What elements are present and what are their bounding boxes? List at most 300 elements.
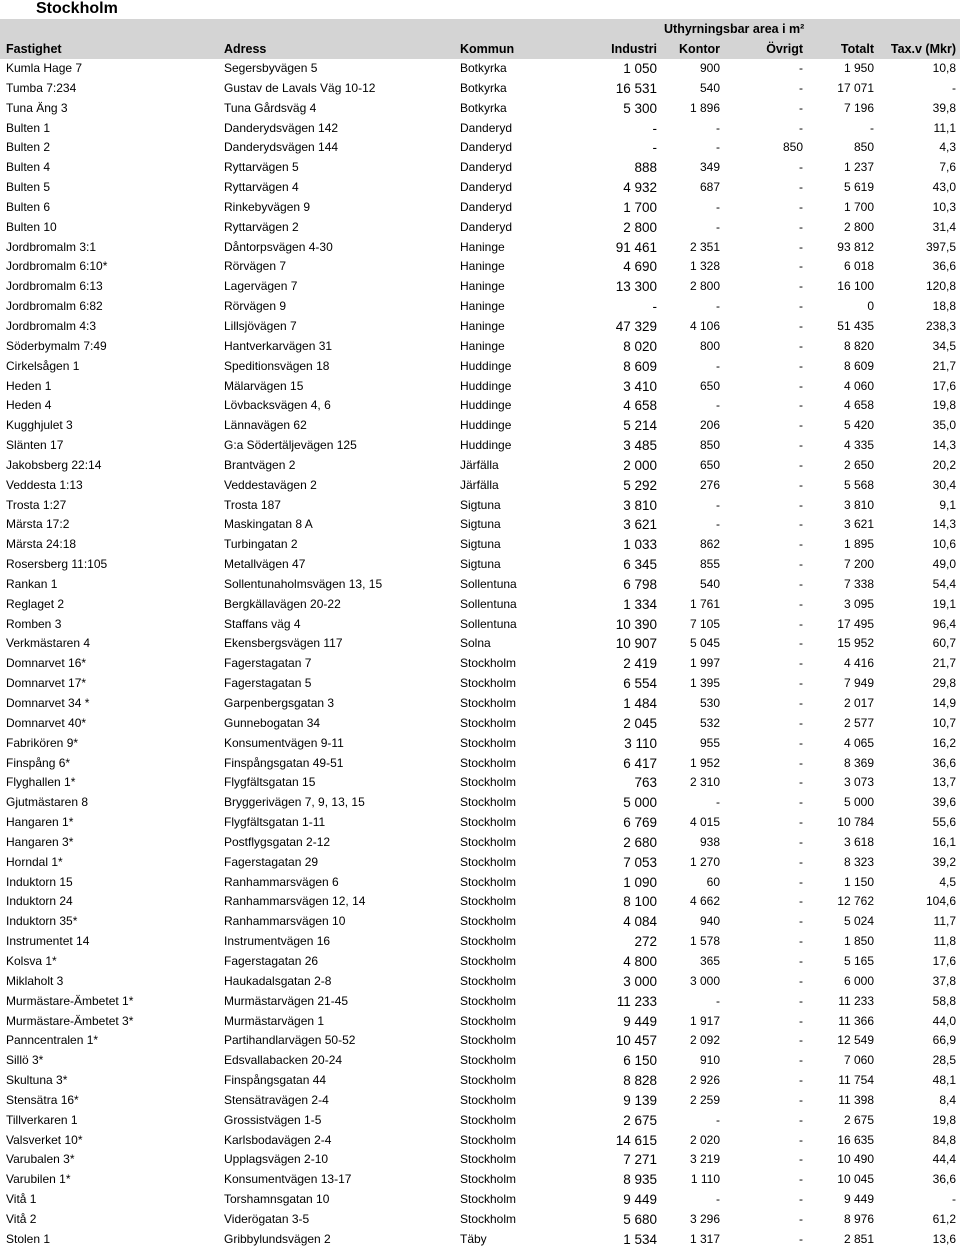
fastighet-cell: Finspång 6* bbox=[6, 755, 71, 770]
ovrigt-cell: - bbox=[799, 656, 803, 671]
adress-cell: Ranhammarsvägen 6 bbox=[224, 874, 339, 889]
kommun-cell: Stockholm bbox=[460, 1132, 517, 1147]
taxv-cell: 4,5 bbox=[939, 874, 956, 889]
industri-cell: 47 329 bbox=[615, 318, 657, 334]
table-row bbox=[0, 734, 960, 754]
fastighet-cell: Induktorn 24 bbox=[6, 894, 73, 909]
kontor-cell: - bbox=[716, 120, 720, 135]
kontor-cell: 1 317 bbox=[689, 1231, 720, 1246]
taxv-cell: 19,1 bbox=[932, 596, 956, 611]
fastighet-cell: Trosta 1:27 bbox=[6, 497, 67, 512]
table-row bbox=[0, 813, 960, 833]
taxv-cell: 11,8 bbox=[933, 934, 956, 949]
fastighet-cell: Skultuna 3* bbox=[6, 1073, 68, 1088]
taxv-cell: 34,5 bbox=[932, 338, 956, 353]
totalt-cell: 7 060 bbox=[843, 1053, 874, 1068]
kontor-cell: 650 bbox=[699, 457, 720, 472]
taxv-cell: 4,3 bbox=[939, 140, 956, 155]
kommun-cell: Stockholm bbox=[460, 1073, 517, 1088]
adress-cell: Ryttarvägen 2 bbox=[224, 219, 299, 234]
ovrigt-cell: - bbox=[799, 715, 803, 730]
totalt-cell: 5 024 bbox=[843, 914, 874, 929]
taxv-cell: 16,1 bbox=[932, 834, 956, 849]
taxv-cell: 60,7 bbox=[932, 636, 956, 651]
totalt-cell: 11 366 bbox=[838, 1013, 874, 1028]
adress-cell: Fagerstagatan 26 bbox=[224, 953, 319, 968]
industri-cell: 13 300 bbox=[615, 279, 657, 295]
fastighet-cell: Gjutmästaren 8 bbox=[6, 795, 89, 810]
fastighet-cell: Jordbromalm 6:13 bbox=[6, 279, 103, 294]
kommun-cell: Stockholm bbox=[460, 676, 517, 691]
table-row bbox=[0, 634, 960, 654]
ovrigt-cell: - bbox=[799, 1172, 803, 1187]
ovrigt-cell: - bbox=[799, 1231, 803, 1246]
fastighet-cell: Jordbromalm 6:82 bbox=[6, 299, 103, 314]
fastighet-cell: Vitå 2 bbox=[6, 1211, 37, 1226]
industri-cell: 9 449 bbox=[623, 1192, 657, 1208]
table-row bbox=[0, 674, 960, 694]
totalt-cell: - bbox=[870, 120, 874, 135]
industri-cell: 9 449 bbox=[623, 1013, 657, 1029]
taxv-cell: 9,1 bbox=[939, 497, 956, 512]
industri-cell: 8 935 bbox=[623, 1172, 657, 1188]
table-row bbox=[0, 892, 960, 912]
fastighet-cell: Tillverkaren 1 bbox=[6, 1112, 78, 1127]
totalt-cell: 3 621 bbox=[843, 517, 874, 532]
totalt-cell: 1 237 bbox=[843, 160, 874, 175]
taxv-cell: 20,2 bbox=[932, 457, 956, 472]
fastighet-cell: Cirkelsågen 1 bbox=[6, 358, 80, 373]
kommun-cell: Stockholm bbox=[460, 874, 517, 889]
totalt-cell: 8 369 bbox=[843, 755, 874, 770]
kommun-cell: Sollentuna bbox=[460, 576, 517, 591]
fastighet-cell: Tumba 7:234 bbox=[6, 80, 77, 95]
ovrigt-cell: - bbox=[799, 1053, 803, 1068]
kontor-cell: 4 106 bbox=[689, 318, 720, 333]
table-row bbox=[0, 575, 960, 595]
industri-cell: 7 053 bbox=[623, 854, 657, 870]
adress-cell: Metallvägen 47 bbox=[224, 557, 306, 572]
industri-cell: 763 bbox=[634, 775, 657, 791]
totalt-cell: 3 618 bbox=[843, 834, 874, 849]
industri-cell: 10 907 bbox=[615, 636, 657, 652]
kommun-cell: Haninge bbox=[460, 239, 505, 254]
fastighet-cell: Stolen 1 bbox=[6, 1231, 51, 1246]
totalt-cell: 2 017 bbox=[843, 696, 874, 710]
taxv-cell: - bbox=[952, 80, 956, 95]
kommun-cell: Botkyrka bbox=[460, 100, 507, 115]
kontor-cell: 1 952 bbox=[689, 755, 720, 770]
taxv-cell: 61,2 bbox=[932, 1211, 956, 1226]
table-row bbox=[0, 515, 960, 535]
column-header-kontor: Kontor bbox=[679, 42, 720, 56]
table-row bbox=[0, 1091, 960, 1111]
totalt-cell: 3 095 bbox=[843, 596, 874, 611]
table-row bbox=[0, 396, 960, 416]
adress-cell: Danderydsvägen 142 bbox=[224, 120, 339, 135]
ovrigt-cell: - bbox=[799, 358, 803, 373]
taxv-cell: 35,0 bbox=[932, 418, 956, 433]
table-row bbox=[0, 198, 960, 218]
taxv-cell: 104,6 bbox=[925, 894, 956, 909]
fastighet-cell: Reglaget 2 bbox=[6, 596, 65, 611]
totalt-cell: 4 658 bbox=[843, 398, 874, 413]
adress-cell: Flygfältsgatan 1-11 bbox=[224, 815, 326, 830]
kontor-cell: - bbox=[716, 517, 720, 532]
kontor-cell: - bbox=[716, 1192, 720, 1207]
adress-cell: Sollentunaholmsvägen 13, 15 bbox=[224, 576, 383, 591]
adress-cell: Murmästarvägen 1 bbox=[224, 1013, 325, 1028]
ovrigt-cell: - bbox=[799, 557, 803, 572]
kommun-cell: Stockholm bbox=[460, 1033, 517, 1048]
fastighet-cell: Sillö 3* bbox=[6, 1053, 44, 1068]
table-row bbox=[0, 277, 960, 297]
adress-cell: Speditionsvägen 18 bbox=[224, 358, 330, 373]
table-row bbox=[0, 337, 960, 357]
adress-cell: Postflygsgatan 2-12 bbox=[224, 834, 331, 849]
adress-cell: Instrumentvägen 16 bbox=[224, 934, 331, 949]
taxv-cell: 10,8 bbox=[932, 61, 956, 75]
kommun-cell: Stockholm bbox=[460, 953, 517, 968]
fastighet-cell: Rankan 1 bbox=[6, 576, 58, 591]
table-body bbox=[0, 59, 960, 1250]
totalt-cell: 6 018 bbox=[843, 259, 874, 274]
fastighet-cell: Slänten 17 bbox=[6, 438, 64, 453]
ovrigt-cell: - bbox=[799, 596, 803, 611]
ovrigt-cell: - bbox=[799, 160, 803, 175]
fastighet-cell: Stensätra 16* bbox=[6, 1092, 79, 1107]
industri-cell: 1 090 bbox=[623, 874, 657, 890]
kontor-cell: 2 926 bbox=[689, 1073, 720, 1088]
column-group-header: Uthyrningsbar area i m² bbox=[664, 22, 805, 36]
fastighet-cell: Murmästare-Ämbetet 1* bbox=[6, 993, 134, 1008]
fastighet-cell: Bulten 4 bbox=[6, 160, 51, 175]
kontor-cell: 1 395 bbox=[689, 676, 720, 691]
ovrigt-cell: - bbox=[799, 1152, 803, 1167]
industri-cell: 3 110 bbox=[624, 735, 657, 751]
industri-cell: - bbox=[652, 299, 657, 315]
totalt-cell: 10 784 bbox=[837, 815, 874, 830]
table-row bbox=[0, 317, 960, 337]
taxv-cell: 13,7 bbox=[932, 775, 956, 790]
industri-cell: 2 419 bbox=[623, 656, 657, 672]
adress-cell: Edsvallabacken 20-24 bbox=[224, 1053, 343, 1068]
adress-cell: Haukadalsgatan 2-8 bbox=[224, 973, 332, 988]
taxv-cell: 7,6 bbox=[939, 160, 956, 175]
ovrigt-cell: - bbox=[799, 120, 803, 135]
adress-cell: Tuna Gårdsväg 4 bbox=[224, 100, 317, 115]
table-row bbox=[0, 833, 960, 853]
table-row bbox=[0, 972, 960, 992]
fastighet-cell: Bulten 1 bbox=[6, 120, 51, 135]
ovrigt-cell: - bbox=[799, 1033, 803, 1048]
industri-cell: 2 800 bbox=[623, 219, 657, 235]
fastighet-cell: Bulten 2 bbox=[6, 140, 51, 155]
taxv-cell: 19,8 bbox=[932, 398, 956, 413]
taxv-cell: 54,4 bbox=[932, 576, 956, 591]
table-row bbox=[0, 1170, 960, 1190]
fastighet-cell: Tuna Äng 3 bbox=[6, 100, 68, 115]
column-header-ovrigt: Övrigt bbox=[766, 42, 803, 56]
ovrigt-cell: - bbox=[799, 1073, 803, 1088]
kontor-cell: 540 bbox=[699, 576, 720, 591]
adress-cell: Fagerstagatan 7 bbox=[224, 656, 312, 671]
column-header-totalt: Totalt bbox=[840, 42, 874, 56]
kommun-cell: Stockholm bbox=[460, 1112, 517, 1127]
column-header-taxv: Tax.v (Mkr) bbox=[890, 42, 956, 56]
fastighet-cell: Romben 3 bbox=[6, 616, 62, 631]
adress-cell: Hantverkarvägen 31 bbox=[224, 338, 333, 353]
kommun-cell: Danderyd bbox=[460, 140, 513, 155]
ovrigt-cell: - bbox=[799, 537, 803, 552]
adress-cell: Staffans väg 4 bbox=[224, 616, 301, 631]
totalt-cell: 4 060 bbox=[843, 378, 874, 393]
ovrigt-cell: - bbox=[799, 477, 803, 492]
totalt-cell: 9 449 bbox=[843, 1192, 874, 1207]
table-row bbox=[0, 1150, 960, 1170]
taxv-cell: 48,1 bbox=[932, 1073, 956, 1088]
kommun-cell: Stockholm bbox=[460, 973, 517, 988]
industri-cell: 1 534 bbox=[623, 1231, 657, 1247]
kommun-cell: Stockholm bbox=[460, 656, 517, 671]
table-row bbox=[0, 158, 960, 178]
ovrigt-cell: - bbox=[799, 1132, 803, 1147]
totalt-cell: 7 200 bbox=[843, 557, 874, 572]
page-title: Stockholm bbox=[36, 0, 118, 17]
taxv-cell: 17,6 bbox=[932, 953, 956, 968]
kontor-cell: - bbox=[716, 993, 720, 1008]
adress-cell: Lagervägen 7 bbox=[224, 279, 298, 294]
fastighet-cell: Bulten 5 bbox=[6, 180, 51, 195]
fastighet-cell: Veddesta 1:13 bbox=[6, 477, 83, 492]
kontor-cell: 2 310 bbox=[689, 775, 720, 790]
fastighet-cell: Heden 1 bbox=[6, 378, 52, 393]
kontor-cell: 862 bbox=[699, 537, 720, 552]
kontor-cell: - bbox=[716, 1112, 720, 1127]
industri-cell: 6 345 bbox=[623, 557, 657, 573]
taxv-cell: 44,0 bbox=[932, 1013, 956, 1028]
totalt-cell: 7 196 bbox=[843, 100, 874, 115]
kontor-cell: 1 896 bbox=[689, 100, 720, 115]
totalt-cell: 5 568 bbox=[843, 477, 874, 492]
table-row bbox=[0, 59, 960, 79]
kommun-cell: Stockholm bbox=[460, 854, 517, 869]
industri-cell: 14 615 bbox=[615, 1132, 657, 1148]
industri-cell: 2 680 bbox=[623, 834, 657, 850]
kommun-cell: Haninge bbox=[460, 338, 505, 353]
totalt-cell: 17 495 bbox=[837, 616, 874, 631]
kommun-cell: Stockholm bbox=[460, 755, 517, 770]
adress-cell: Ryttarvägen 4 bbox=[224, 180, 299, 195]
ovrigt-cell: - bbox=[799, 696, 803, 710]
totalt-cell: 11 754 bbox=[838, 1073, 874, 1088]
fastighet-cell: Kumla Hage 7 bbox=[6, 61, 83, 75]
fastighet-cell: Jordbromalm 3:1 bbox=[6, 239, 97, 254]
kommun-cell: Stockholm bbox=[460, 1013, 517, 1028]
adress-cell: Finspångsgatan 44 bbox=[224, 1073, 327, 1088]
taxv-cell: 14,3 bbox=[932, 517, 956, 532]
table-row bbox=[0, 357, 960, 377]
adress-cell: Ranhammarsvägen 10 bbox=[224, 914, 346, 929]
ovrigt-cell: - bbox=[799, 993, 803, 1008]
totalt-cell: 10 490 bbox=[837, 1152, 874, 1167]
kontor-cell: 3 000 bbox=[689, 973, 720, 988]
industri-cell: - bbox=[652, 140, 657, 156]
industri-cell: 2 045 bbox=[623, 715, 657, 731]
kommun-cell: Sigtuna bbox=[460, 497, 501, 512]
kontor-cell: 910 bbox=[699, 1053, 720, 1068]
totalt-cell: 7 338 bbox=[843, 576, 874, 591]
ovrigt-cell: - bbox=[799, 338, 803, 353]
kontor-cell: 2 092 bbox=[689, 1033, 720, 1048]
totalt-cell: 12 762 bbox=[837, 894, 874, 909]
kommun-cell: Sollentuna bbox=[460, 596, 517, 611]
industri-cell: 10 457 bbox=[615, 1033, 657, 1049]
industri-cell: 8 609 bbox=[623, 358, 657, 374]
industri-cell: 6 769 bbox=[623, 815, 657, 831]
adress-cell: Maskingatan 8 A bbox=[224, 517, 313, 532]
taxv-cell: 66,9 bbox=[932, 1033, 956, 1048]
totalt-cell: 0 bbox=[867, 299, 874, 314]
kontor-cell: 540 bbox=[699, 80, 720, 95]
industri-cell: 6 150 bbox=[623, 1053, 657, 1069]
totalt-cell: 3 810 bbox=[843, 497, 874, 512]
adress-cell: Grossistvägen 1-5 bbox=[224, 1112, 322, 1127]
table-row bbox=[0, 1031, 960, 1051]
kontor-cell: - bbox=[716, 219, 720, 234]
taxv-cell: 36,6 bbox=[932, 1172, 956, 1187]
kontor-cell: 650 bbox=[699, 378, 720, 393]
adress-cell: Bergkällavägen 20-22 bbox=[224, 596, 341, 611]
kontor-cell: 800 bbox=[699, 338, 720, 353]
kommun-cell: Stockholm bbox=[460, 815, 517, 830]
totalt-cell: 850 bbox=[853, 140, 874, 155]
ovrigt-cell: - bbox=[799, 775, 803, 790]
fastighet-cell: Märsta 24:18 bbox=[6, 537, 77, 552]
kontor-cell: 276 bbox=[699, 477, 720, 492]
taxv-cell: 29,8 bbox=[932, 676, 956, 691]
totalt-cell: 2 650 bbox=[843, 457, 874, 472]
kommun-cell: Haninge bbox=[460, 279, 505, 294]
totalt-cell: 2 577 bbox=[843, 715, 874, 730]
ovrigt-cell: - bbox=[799, 1092, 803, 1107]
adress-cell: Konsumentvägen 13-17 bbox=[224, 1172, 352, 1187]
fastighet-cell: Heden 4 bbox=[6, 398, 52, 413]
totalt-cell: 1 950 bbox=[843, 61, 874, 75]
totalt-cell: 5 420 bbox=[843, 418, 874, 433]
kommun-cell: Botkyrka bbox=[460, 80, 507, 95]
ovrigt-cell: - bbox=[799, 1013, 803, 1028]
taxv-cell: 39,8 bbox=[932, 100, 956, 115]
kommun-cell: Stockholm bbox=[460, 993, 517, 1008]
industri-cell: 16 531 bbox=[615, 80, 657, 96]
kommun-cell: Huddinge bbox=[460, 418, 512, 433]
totalt-cell: 2 851 bbox=[843, 1231, 874, 1246]
kommun-cell: Stockholm bbox=[460, 894, 517, 909]
kommun-cell: Danderyd bbox=[460, 219, 513, 234]
taxv-cell: 31,4 bbox=[932, 219, 956, 234]
table-row bbox=[0, 615, 960, 635]
adress-cell: Gunnebogatan 34 bbox=[224, 715, 321, 730]
industri-cell: 91 461 bbox=[615, 239, 657, 255]
kontor-cell: 7 105 bbox=[689, 616, 720, 631]
taxv-cell: 19,8 bbox=[932, 1112, 956, 1127]
totalt-cell: 6 000 bbox=[843, 973, 874, 988]
fastighet-cell: Domnarvet 40* bbox=[6, 715, 87, 730]
table-row bbox=[0, 297, 960, 317]
fastighet-cell: Instrumentet 14 bbox=[6, 934, 90, 949]
ovrigt-cell: - bbox=[799, 795, 803, 810]
taxv-cell: 58,8 bbox=[932, 993, 956, 1008]
kontor-cell: - bbox=[716, 299, 720, 314]
totalt-cell: 1 850 bbox=[843, 934, 874, 949]
table-row bbox=[0, 476, 960, 496]
taxv-cell: 30,4 bbox=[932, 477, 956, 492]
taxv-cell: 36,6 bbox=[932, 755, 956, 770]
ovrigt-cell: - bbox=[799, 378, 803, 393]
totalt-cell: 4 416 bbox=[843, 656, 874, 671]
industri-cell: 5 292 bbox=[623, 477, 657, 493]
fastighet-cell: Horndal 1* bbox=[6, 854, 63, 869]
kontor-cell: 2 800 bbox=[689, 279, 720, 294]
totalt-cell: 5 619 bbox=[843, 180, 874, 195]
taxv-cell: 14,3 bbox=[932, 438, 956, 453]
table-row bbox=[0, 119, 960, 139]
table-row bbox=[0, 1131, 960, 1151]
adress-cell: Stensätravägen 2-4 bbox=[224, 1092, 329, 1107]
kommun-cell: Danderyd bbox=[460, 160, 513, 175]
ovrigt-cell: - bbox=[799, 398, 803, 413]
industri-cell: 3 410 bbox=[623, 378, 657, 394]
table-row bbox=[0, 992, 960, 1012]
taxv-cell: 17,6 bbox=[932, 378, 956, 393]
kommun-cell: Stockholm bbox=[460, 914, 517, 929]
kontor-cell: 3 219 bbox=[689, 1152, 720, 1167]
taxv-cell: 44,4 bbox=[932, 1152, 956, 1167]
kommun-cell: Stockholm bbox=[460, 735, 517, 750]
fastighet-cell: Varubalen 3* bbox=[6, 1152, 75, 1167]
adress-cell: Garpenbergsgatan 3 bbox=[224, 696, 335, 710]
ovrigt-cell: - bbox=[799, 815, 803, 830]
ovrigt-cell: - bbox=[799, 834, 803, 849]
column-header-fastighet: Fastighet bbox=[6, 42, 62, 56]
adress-cell: Partihandlarvägen 50-52 bbox=[224, 1033, 356, 1048]
ovrigt-cell: - bbox=[799, 1211, 803, 1226]
table-row bbox=[0, 535, 960, 555]
kommun-cell: Haninge bbox=[460, 318, 505, 333]
adress-cell: Konsumentvägen 9-11 bbox=[224, 735, 344, 750]
column-header-kommun: Kommun bbox=[460, 42, 515, 56]
industri-cell: 4 800 bbox=[623, 953, 657, 969]
industri-cell: 888 bbox=[634, 160, 657, 176]
industri-cell: 5 680 bbox=[623, 1211, 657, 1227]
taxv-cell: 39,6 bbox=[932, 795, 956, 810]
totalt-cell: 3 073 bbox=[843, 775, 874, 790]
table-row bbox=[0, 1210, 960, 1230]
ovrigt-cell: - bbox=[799, 1192, 803, 1207]
industri-cell: 3 621 bbox=[623, 517, 657, 533]
fastighet-cell: Varubilen 1* bbox=[6, 1172, 71, 1187]
header-row bbox=[0, 40, 960, 58]
table-row bbox=[0, 654, 960, 674]
adress-cell: Gribbylundsvägen 2 bbox=[224, 1231, 331, 1246]
taxv-cell: 55,6 bbox=[932, 815, 956, 830]
kommun-cell: Danderyd bbox=[460, 120, 513, 135]
ovrigt-cell: - bbox=[799, 894, 803, 909]
table-row bbox=[0, 1051, 960, 1071]
kontor-cell: - bbox=[716, 140, 720, 155]
totalt-cell: 16 635 bbox=[837, 1132, 874, 1147]
